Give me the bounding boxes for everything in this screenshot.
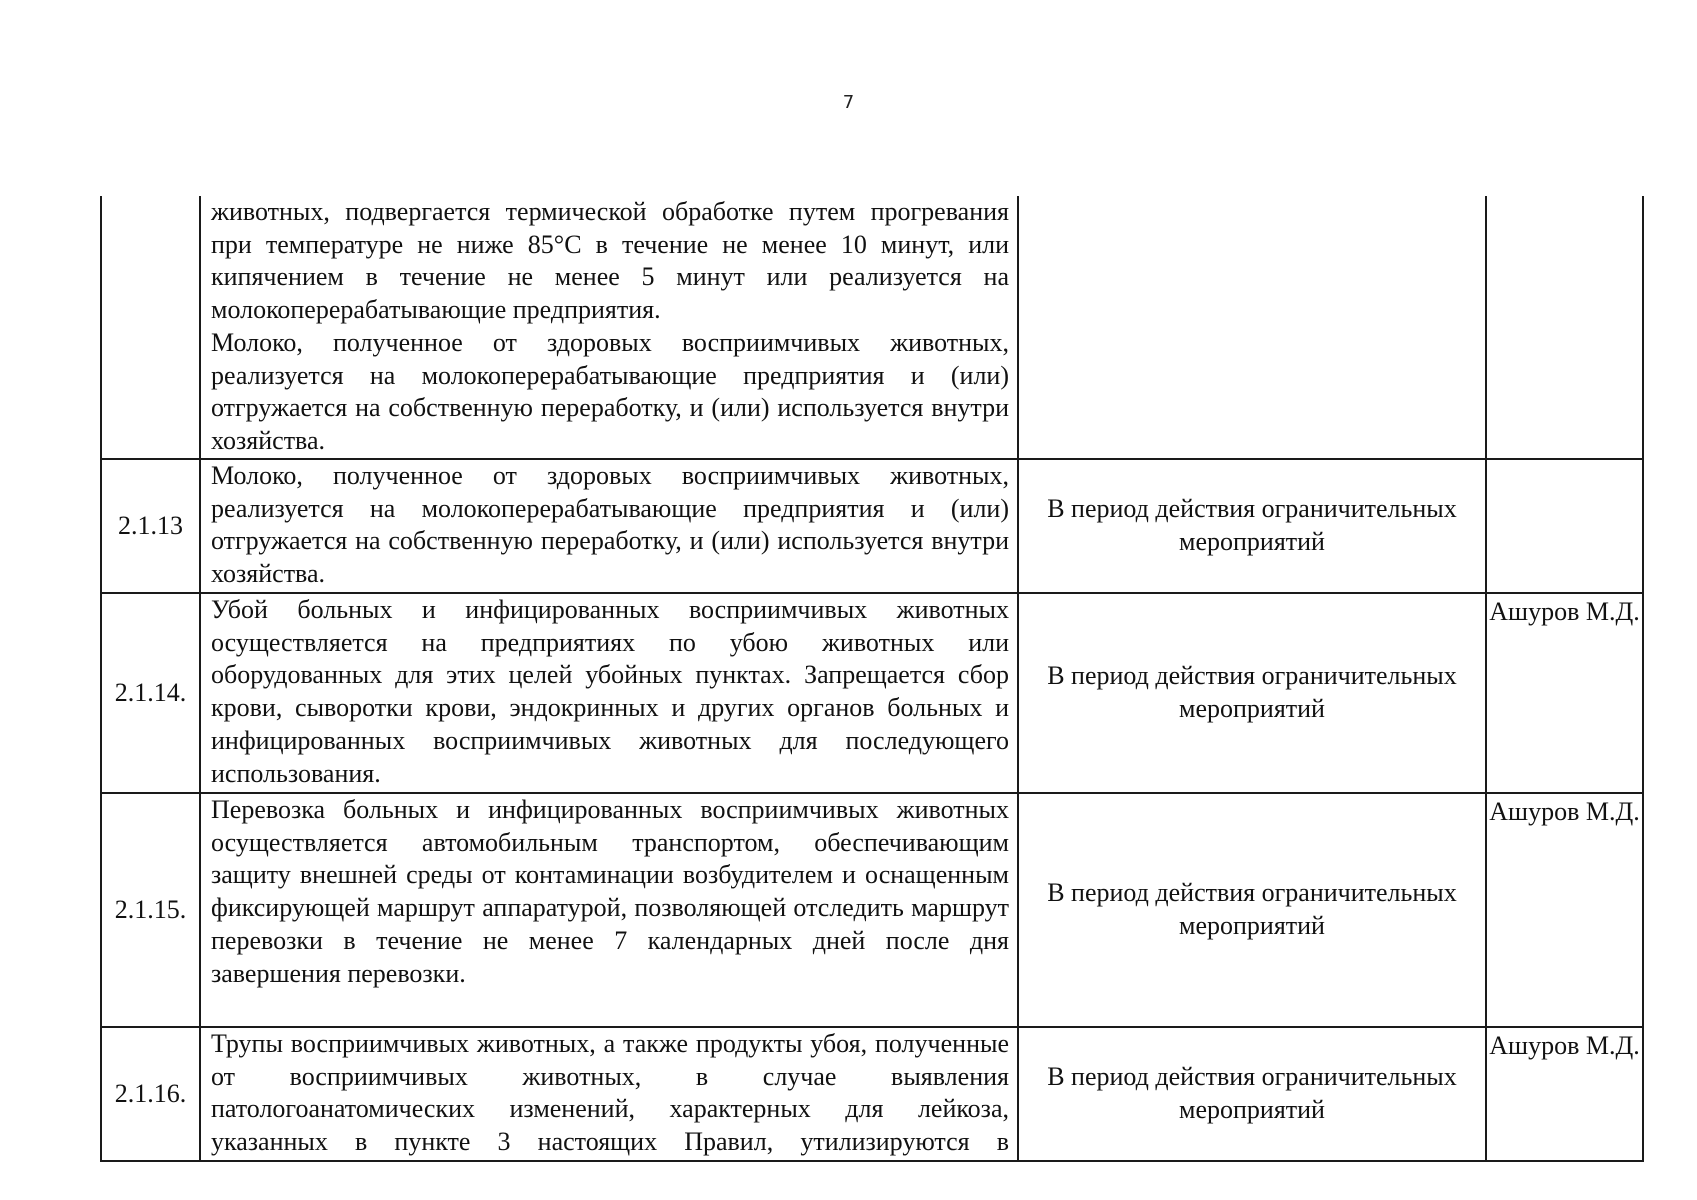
table-row [101, 793, 1643, 1027]
item-period [1018, 196, 1486, 459]
table-row [101, 459, 1643, 593]
item-number: 2.1.13 [101, 459, 200, 593]
item-period: В период действия ограничительных мероприятий [1018, 1027, 1486, 1161]
item-responsible [1486, 459, 1643, 593]
table-row [101, 593, 1643, 793]
table-row [101, 1027, 1643, 1161]
description-paragraph: Убой больных и инфицированных восприимчивых животных осуществляется на предприятиях по убою животных или оборудованных для этих целей убойных пунктах. Запрещается сбор крови, сыворотки крови, эндокринных и других органов больных и инфицированных восприимчивых животных для последующего использования. [211, 595, 1009, 788]
item-description [200, 593, 1018, 793]
item-number: 2.1.16. [101, 1027, 200, 1161]
item-responsible [1486, 196, 1643, 459]
description-paragraph: Перевозка больных и инфицированных восприимчивых животных осуществляется автомобильным транспортом, обеспечивающим защиту внешней среды от контаминации возбудителем и оснащенным фиксирующей маршрут аппаратурой, позволяющей отследить маршрут перевозки в течение не менее 7 календарных дней после дня завершения перевозки. [211, 795, 1009, 988]
item-number: 2.1.14. [101, 593, 200, 793]
item-responsible: Ашуров М.Д. [1486, 793, 1643, 1027]
item-description [200, 793, 1018, 1027]
item-number: 2.1.15. [101, 793, 200, 1027]
description-paragraph: Трупы восприимчивых животных, а также продукты убоя, полученные от восприимчивых животных, в случае выявления патологоанатомических изменений, характерных для лейкоза, указанных в пункте 3 настоящих Правил, утилизируются в [211, 1029, 1009, 1157]
description-paragraph: Молоко, полученное от здоровых восприимчивых животных, реализуется на молокоперерабатывающие предприятия и (или) отгружается на собственную переработку, и (или) используется внутри хозяйства. [211, 327, 1009, 455]
table-row [101, 196, 1643, 459]
item-number [101, 196, 200, 459]
description-paragraph: животных, подвергается термической обработке путем прогревания при температуре не ниже 85°С в течение не менее 10 минут, или кипячением в течение не менее 5 минут или реализуется на молокоперерабатывающие предприятия. [211, 197, 1009, 325]
item-responsible: Ашуров М.Д. [1486, 1027, 1643, 1161]
item-description [200, 1027, 1018, 1161]
measures-table [100, 196, 1644, 1162]
description-paragraph: Молоко, полученное от здоровых восприимчивых животных, реализуется на молокоперерабатывающие предприятия и (или) отгружается на собственную переработку, и (или) используется внутри хозяйства. [211, 461, 1009, 589]
item-period: В период действия ограничительных мероприятий [1018, 793, 1486, 1027]
item-responsible: Ашуров М.Д. [1486, 593, 1643, 793]
item-period: В период действия ограничительных мероприятий [1018, 593, 1486, 793]
page-number: 7 [842, 92, 855, 113]
item-period: В период действия ограничительных мероприятий [1018, 459, 1486, 593]
item-description [200, 196, 1018, 459]
item-description [200, 459, 1018, 593]
